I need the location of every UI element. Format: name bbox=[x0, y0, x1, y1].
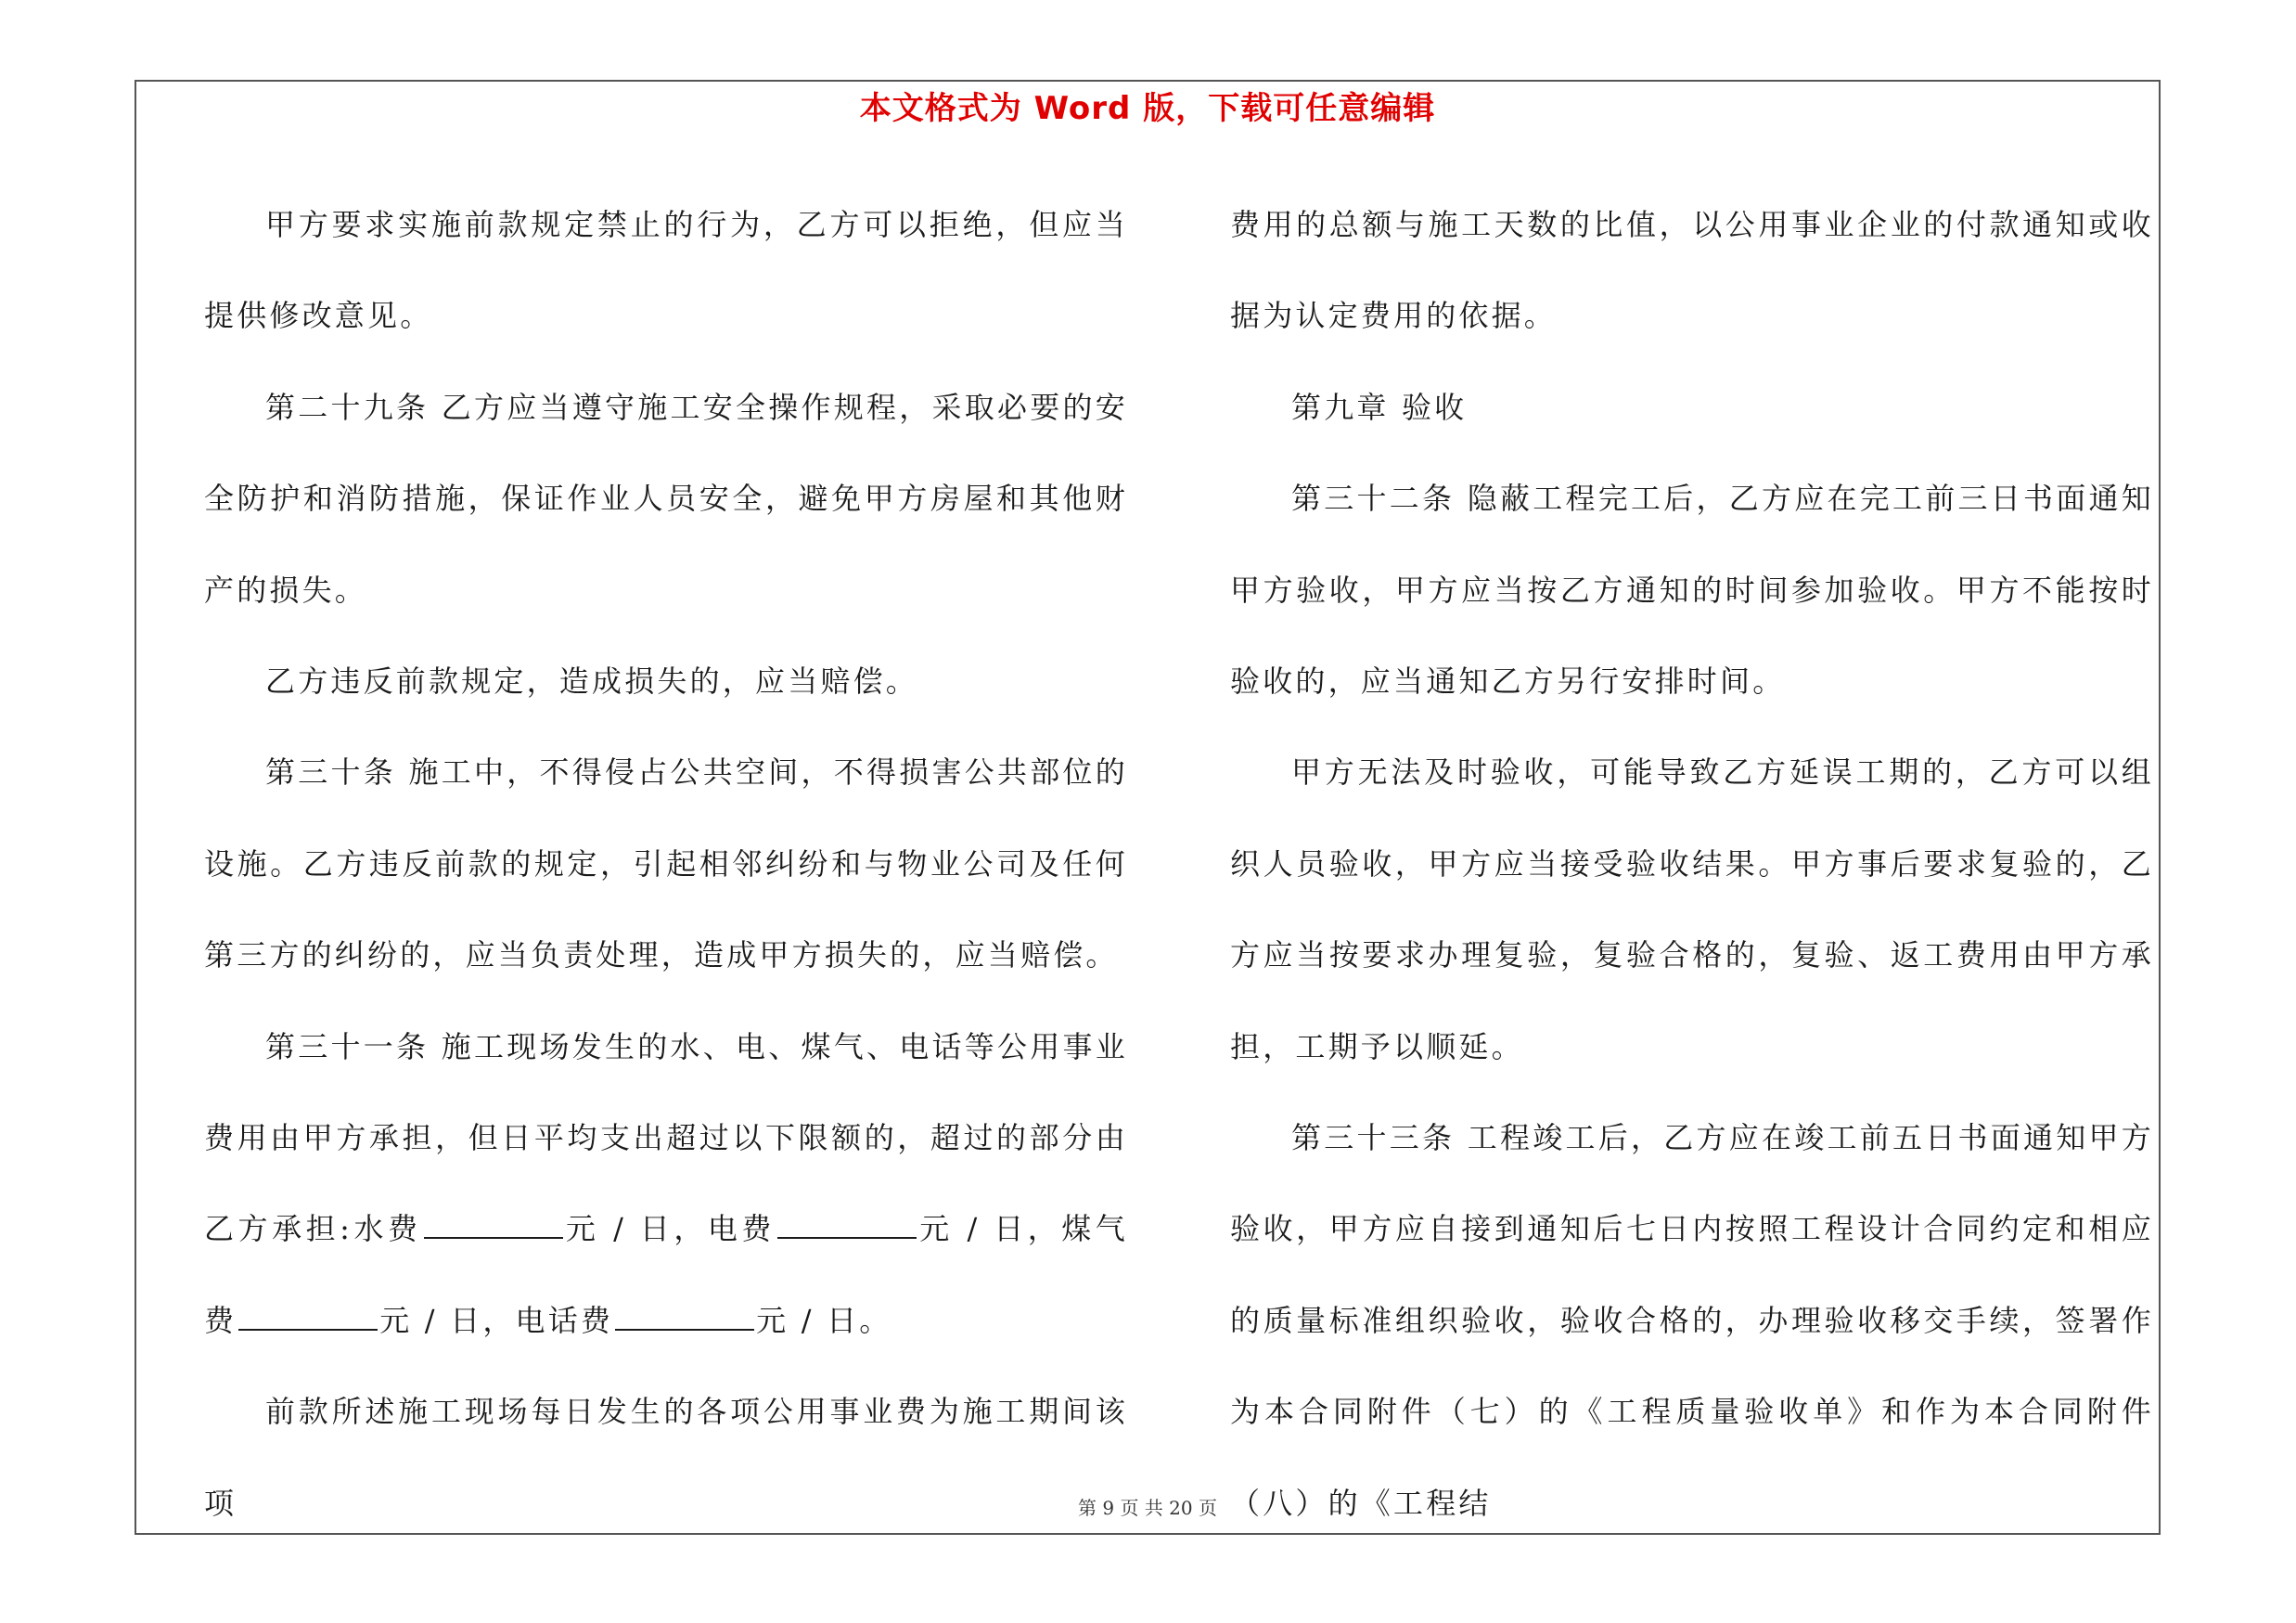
article-30-paragraph: 第三十条 施工中，不得侵占公共空间，不得损害公共部位的设施。乙方违反前款的规定，引起相邻纠纷和与物业公司及任何第三方的纠纷的，应当负责处理，造成甲方损失的，应当赔偿。 bbox=[204, 754, 1128, 973]
unit-label: 元 / 日， bbox=[564, 1211, 708, 1247]
chapter-heading: 第九章 验收 bbox=[1291, 389, 1468, 425]
gas-fee-blank bbox=[238, 1301, 378, 1331]
unit-end-label: 元 / 日。 bbox=[756, 1302, 892, 1338]
paragraph-continuation: 费用的总额与施工天数的比值，以公用事业企业的付款通知或收据为认定费用的依据。 bbox=[1230, 207, 2154, 334]
water-fee-label: 水费 bbox=[353, 1211, 422, 1247]
right-text-column bbox=[1230, 179, 2154, 1549]
paragraph: 甲方要求实施前款规定禁止的行为，乙方可以拒绝，但应当提供修改意见。 bbox=[204, 207, 1128, 334]
left-text-column bbox=[204, 179, 1128, 1549]
electric-fee-label: 电费 bbox=[707, 1211, 776, 1247]
article-29-paragraph: 第二十九条 乙方应当遵守施工安全操作规程，采取必要的安全防护和消防措施，保证作业人员安全，避免甲方房屋和其他财产的损失。 bbox=[204, 389, 1128, 608]
electric-fee-blank bbox=[777, 1209, 917, 1239]
article-33-paragraph: 第三十三条 工程竣工后，乙方应在竣工前五日书面通知甲方验收，甲方应自接到通知后七日内按照工程设计合同约定和相应的质量标准组织验收，验收合格的，办理验收移交手续，签署作为本合同附件（七）的《工程质量验收单》和作为本合同附件（八）的《工程结 bbox=[1230, 1120, 2154, 1521]
water-fee-blank bbox=[424, 1209, 563, 1239]
phone-fee-label: 电话费 bbox=[515, 1302, 614, 1338]
format-notice-banner: 本文格式为 Word 版，下载可任意编辑 bbox=[859, 90, 1436, 127]
unit-label: 元 / 日， bbox=[379, 1302, 516, 1338]
article-31-paragraph bbox=[204, 1001, 1128, 1367]
article-31-intro: 第三十一条 施工现场发生的水、电、煤气、电话等公用事业费用由甲方承担，但日平均支出超过以下限额的，超过的部分由乙方承担: bbox=[204, 1028, 1128, 1247]
paragraph: 乙方违反前款规定，造成损失的，应当赔偿。 bbox=[265, 663, 919, 700]
paragraph: 甲方无法及时验收，可能导致乙方延误工期的，乙方可以组织人员验收，甲方应当接受验收结果。甲方事后要求复验的，乙方应当按要求办理复验，复验合格的，复验、返工费用由甲方承担，工期予以顺延。 bbox=[1230, 754, 2154, 1064]
phone-fee-blank bbox=[615, 1301, 754, 1331]
paragraph: 前款所述施工现场每日发生的各项公用事业费为施工期间该项 bbox=[204, 1394, 1128, 1521]
gas-fee-label: 煤气费 bbox=[204, 1211, 1128, 1338]
unit-label: 元 / 日， bbox=[917, 1211, 1062, 1247]
page-number-footer: 第 9 页 共 20 页 bbox=[1078, 1497, 1217, 1519]
article-32-paragraph: 第三十二条 隐蔽工程完工后，乙方应在完工前三日书面通知甲方验收，甲方应当按乙方通知的时间参加验收。甲方不能按时验收的，应当通知乙方另行安排时间。 bbox=[1230, 481, 2154, 700]
